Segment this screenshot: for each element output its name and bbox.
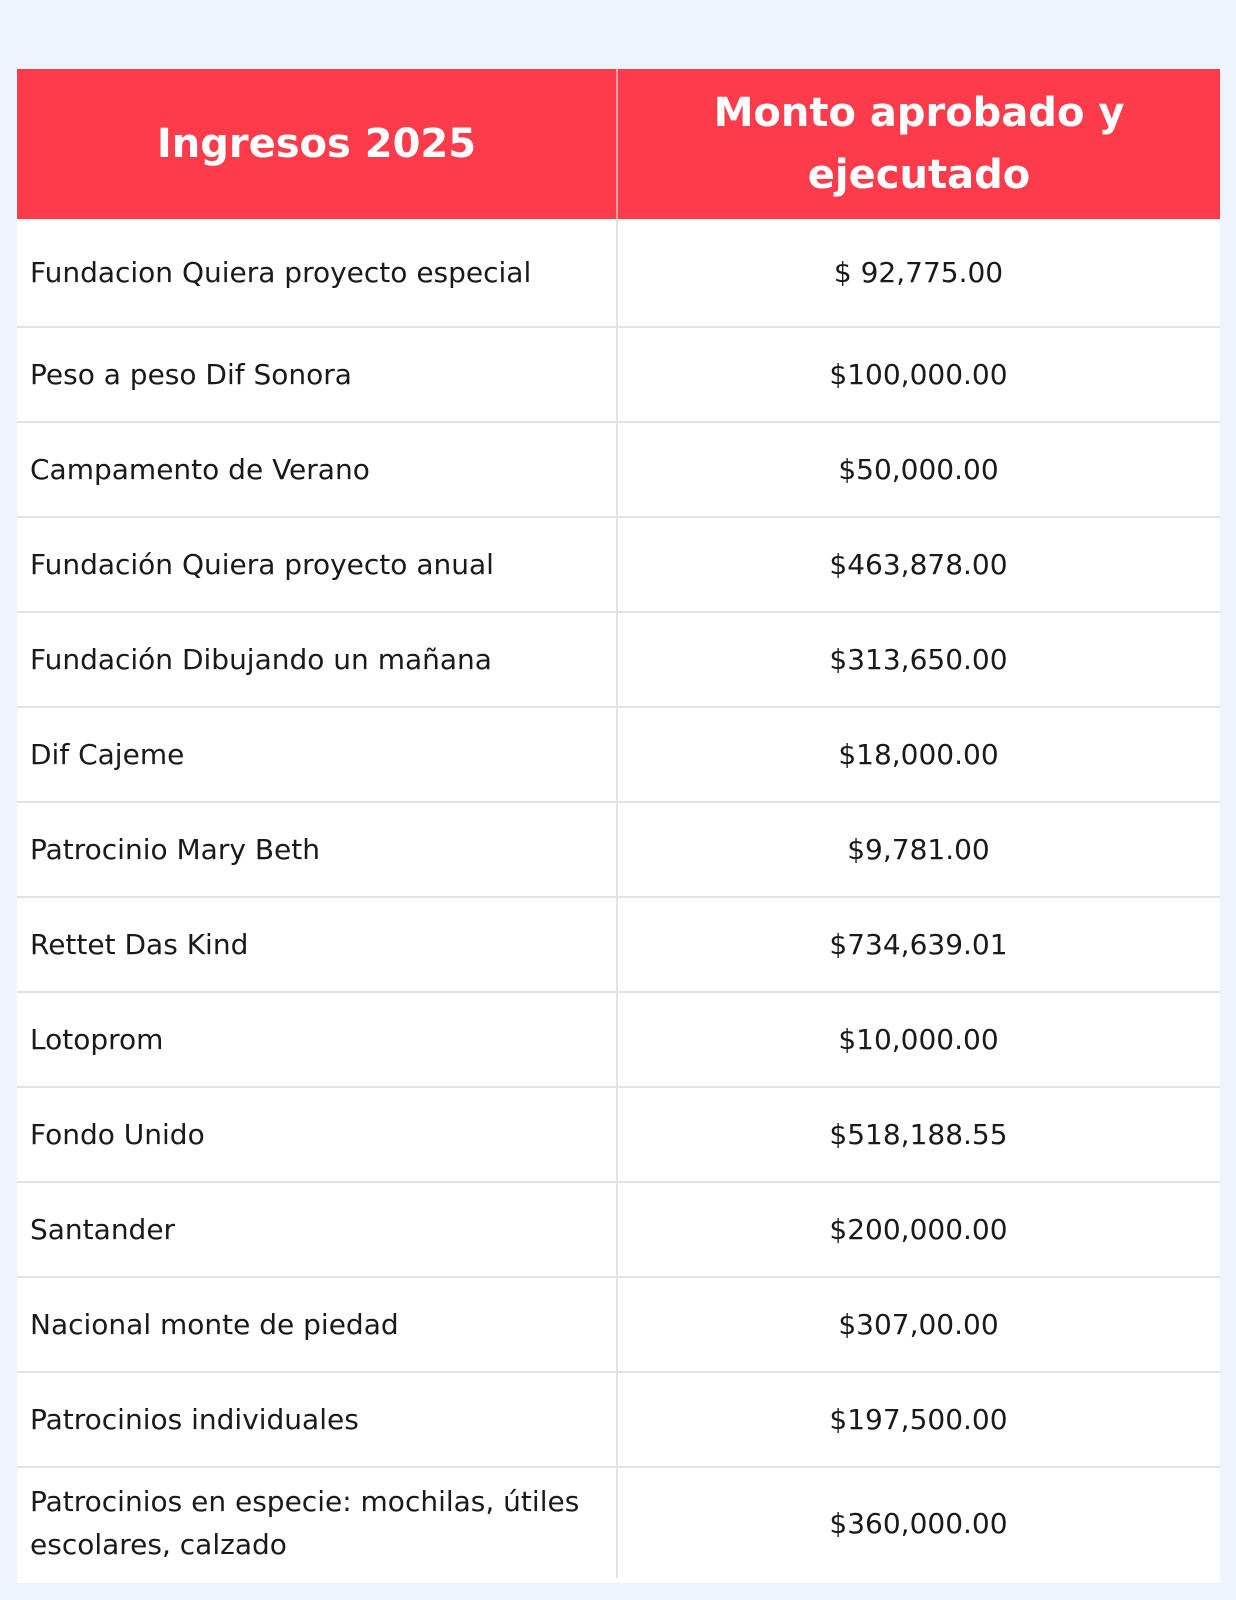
row-amount: $734,639.01	[617, 897, 1220, 992]
table-row	[17, 992, 1220, 1087]
row-name: Santander	[17, 1182, 617, 1277]
row-name: Fundacion Quiera proyecto especial	[17, 219, 617, 327]
row-amount: $360,000.00	[617, 1467, 1220, 1578]
row-name: Campamento de Verano	[17, 422, 617, 517]
row-name: Fundación Quiera proyecto anual	[17, 517, 617, 612]
row-name: Rettet Das Kind	[17, 897, 617, 992]
table-row	[17, 422, 1220, 517]
row-amount: $307,00.00	[617, 1277, 1220, 1372]
row-amount: $10,000.00	[617, 992, 1220, 1087]
row-name: Patrocinios en especie: mochilas, útiles escolares, calzado	[17, 1467, 617, 1578]
table-row	[17, 802, 1220, 897]
income-table	[17, 69, 1220, 1578]
row-name: Fondo Unido	[17, 1087, 617, 1182]
table-row	[17, 1277, 1220, 1372]
row-amount: $9,781.00	[617, 802, 1220, 897]
row-amount: $463,878.00	[617, 517, 1220, 612]
row-name: Fundación Dibujando un mañana	[17, 612, 617, 707]
table-row	[17, 1372, 1220, 1467]
table-row	[17, 1087, 1220, 1182]
row-amount: $313,650.00	[617, 612, 1220, 707]
row-amount: $200,000.00	[617, 1182, 1220, 1277]
row-name: Peso a peso Dif Sonora	[17, 327, 617, 422]
table-row	[17, 707, 1220, 802]
table-row	[17, 327, 1220, 422]
row-name: Nacional monte de piedad	[17, 1277, 617, 1372]
income-table-container	[17, 69, 1220, 1583]
table-row	[17, 1182, 1220, 1277]
table-row	[17, 219, 1220, 327]
row-name: Dif Cajeme	[17, 707, 617, 802]
row-amount: $ 92,775.00	[833, 256, 1004, 289]
table-row	[17, 1467, 1220, 1578]
row-name: Patrocinios individuales	[17, 1372, 617, 1467]
header-income-2025: Ingresos 2025	[17, 69, 617, 219]
row-amount: $197,500.00	[617, 1372, 1220, 1467]
table-body	[17, 219, 1220, 1578]
table-row	[17, 517, 1220, 612]
row-name: Lotoprom	[17, 992, 617, 1087]
table-row	[17, 897, 1220, 992]
header-approved-amount: Monto aprobado y ejecutado	[617, 69, 1220, 219]
row-amount: $100,000.00	[617, 327, 1220, 422]
table-header	[17, 69, 1220, 219]
row-amount: $18,000.00	[617, 707, 1220, 802]
table-row	[17, 612, 1220, 707]
row-name: Patrocinio Mary Beth	[17, 802, 617, 897]
row-amount: $50,000.00	[617, 422, 1220, 517]
header-row	[17, 69, 1220, 219]
row-amount: $518,188.55	[617, 1087, 1220, 1182]
